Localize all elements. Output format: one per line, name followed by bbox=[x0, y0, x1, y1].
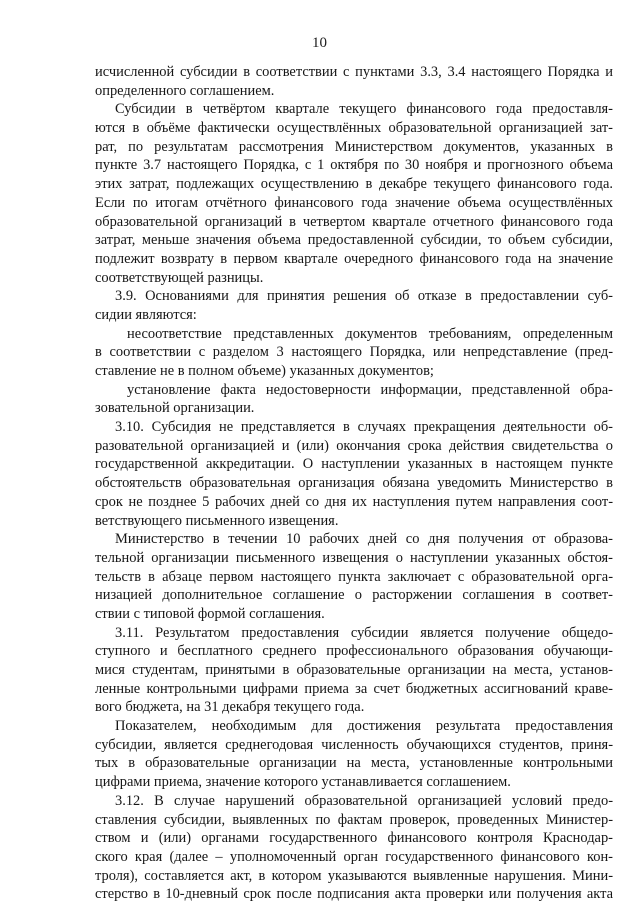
text-line: соответствующей разницы. bbox=[95, 269, 264, 286]
text-line: 3.12. В случае нарушений образовательной организацией условий предо- bbox=[115, 792, 613, 809]
text-line: ставление не в полном объеме) указанных документов; bbox=[95, 363, 434, 379]
text-line: зовательной организации. bbox=[95, 400, 255, 417]
text-line: ются в объёме фактически осуществлённых образовательной организацией зат- bbox=[95, 120, 613, 137]
text-line: в соответствии с разделом 3 настоящего Порядка, или непредставление (пред- bbox=[95, 344, 613, 361]
text-line: 3.9. Основаниями для принятия решения об отказе в предоставлении суб- bbox=[115, 288, 613, 305]
text-line: образовательной организаций в четвертом квартале отчетного финансового года bbox=[95, 213, 613, 230]
text-line: разовательной организацией и (или) окончания срока действия свидетельства о bbox=[95, 437, 613, 454]
text-line: тельств в абзаце первом настоящего пункта заключает с образовательной орга- bbox=[95, 568, 613, 585]
text-line: 3.10. Субсидия не представляется в случаях прекращения деятельности об- bbox=[115, 419, 613, 436]
text-line: подлежит возврату в первом квартале очередного финансового года на значение bbox=[95, 250, 613, 267]
text-line: ступного и бесплатного среднего профессионального образования обучающи- bbox=[95, 643, 613, 660]
text-line: ветствующего письменного извещения. bbox=[95, 512, 339, 529]
text-line: Министерство в течении 10 рабочих дней со дня получения от образова- bbox=[115, 531, 613, 548]
text-line: этих затрат, подлежащих осуществлению в декабре текущего финансового года. bbox=[95, 176, 613, 193]
text-line: Показателем, необходимым для достижения результата предоставления bbox=[115, 718, 613, 735]
text-line: стерство в 10-дневный срок после подписания акта проверки или получения акта bbox=[95, 886, 613, 903]
text-line: ством и (или) органами государственного финансового контроля Краснодар- bbox=[95, 830, 613, 847]
text-line: низацией дополнительное соглашение о расторжении соглашения в соответ- bbox=[95, 587, 613, 604]
text-line: вого бюджета, на 31 декабря текущего года. bbox=[95, 699, 365, 716]
text-line: затрат, меньше значения объема предоставленной субсидии, то объем субсидии, bbox=[95, 232, 613, 249]
text-line: государственной аккредитации. О наступлении указанных в настоящем пункте bbox=[95, 456, 613, 473]
text-line: субсидии, является среднегодовая численность обучающихся студентов, приня- bbox=[95, 736, 613, 753]
page-number: 10 bbox=[312, 35, 327, 51]
text-line: обстоятельств образовательная организация обязана уведомить Министерство в bbox=[95, 475, 613, 492]
text-line: троля), составляется акт, в котором указываются выявленные нарушения. Мини- bbox=[95, 867, 613, 884]
document-body bbox=[95, 63, 613, 904]
text-line: ствии с типовой формой соглашения. bbox=[95, 605, 325, 622]
text-line: несоответствие представленных документов требованиям, определенным bbox=[127, 325, 613, 342]
text-line: 3.11. Результатом предоставления субсидии является получение общедо- bbox=[115, 624, 613, 641]
text-line: тельной организации письменного извещения о наступлении указанных обстоя- bbox=[95, 549, 613, 566]
text-line: ставления субсидии, выявленных по фактам проверок, проведенных Министер- bbox=[95, 811, 613, 828]
text-line: определенного соглашением. bbox=[95, 82, 275, 99]
text-line: пункте 3.7 настоящего Порядка, с 1 октября по 30 ноября и прогнозного объема bbox=[95, 157, 613, 174]
text-line: сидии являются: bbox=[95, 306, 197, 323]
text-line: цифрами приема, значение которого устанавливается соглашением. bbox=[95, 774, 511, 791]
text-line: ского края (далее – уполномоченный орган государственного финансового кон- bbox=[95, 848, 613, 865]
text-line: Субсидии в четвёртом квартале текущего финансового года предоставля- bbox=[115, 101, 613, 118]
text-line: рат, по результатам рассмотрения Министерством документов, указанных в bbox=[95, 138, 613, 155]
text-line: Если по итогам отчётного финансового года значение объема осуществлённых bbox=[95, 194, 613, 211]
text-line: мися студентам, принятыми в образовательные организации на места, установ- bbox=[95, 662, 613, 678]
text-line: тых в образовательные организации на места, установленные контрольными bbox=[95, 755, 613, 772]
text-line: установление факта недостоверности информации, представленной обра- bbox=[127, 381, 613, 398]
text-line: срок не позднее 5 рабочих дней со дня их наступления путем направления соот- bbox=[95, 493, 613, 510]
text-line: ленные контрольными цифрами приема за счет бюджетных ассигнований краве- bbox=[95, 680, 613, 697]
text-line: исчисленной субсидии в соответствии с пунктами 3.3, 3.4 настоящего Порядка и bbox=[95, 64, 613, 80]
